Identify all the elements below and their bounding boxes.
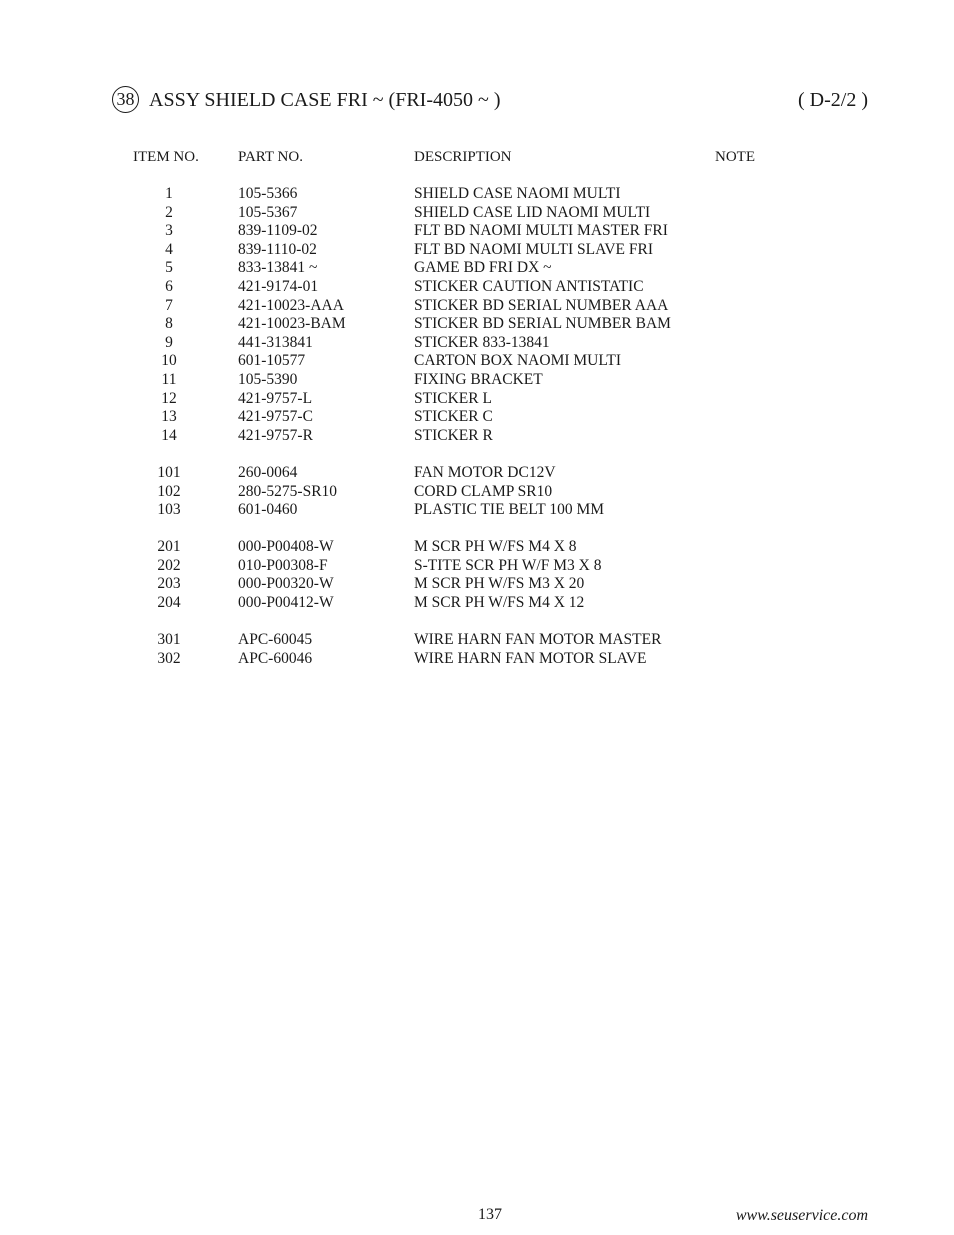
description-cell: PLASTIC TIE BELT 100 MM bbox=[414, 501, 605, 519]
description-cell: GAME BD FRI DX ~ bbox=[414, 259, 552, 277]
item-no-cell: 11 bbox=[161, 370, 177, 388]
part-no-cell: 421-9757-R bbox=[238, 426, 313, 444]
description-cell: STICKER C bbox=[414, 408, 493, 426]
item-no-cell: 9 bbox=[165, 333, 173, 351]
description-cell: CORD CLAMP SR10 bbox=[414, 482, 553, 500]
item-no-cell: 203 bbox=[157, 575, 181, 593]
item-no-cell: 1 bbox=[165, 185, 173, 202]
page-code: ( D-2/2 ) bbox=[798, 89, 868, 111]
table-row bbox=[0, 222, 954, 241]
item-no-cell: 7 bbox=[165, 296, 173, 314]
item-no-cell: 10 bbox=[161, 352, 177, 370]
item-no-cell: 202 bbox=[157, 556, 181, 574]
description-cell: FAN MOTOR DC12V bbox=[414, 463, 556, 481]
description-cell: M SCR PH W/FS M4 X 12 bbox=[414, 594, 585, 612]
page-number: 137 bbox=[478, 1206, 502, 1223]
item-no-cell: 8 bbox=[165, 315, 173, 333]
table-row bbox=[0, 464, 954, 483]
table-row bbox=[0, 427, 954, 446]
column-header-item-no: ITEM NO. bbox=[133, 149, 199, 165]
part-no-cell: 280-5275-SR10 bbox=[238, 482, 338, 500]
description-cell: STICKER R bbox=[414, 426, 493, 444]
part-no-cell: 601-10577 bbox=[238, 352, 306, 370]
item-no-cell: 12 bbox=[161, 389, 177, 407]
part-no-cell: 010-P00308-F bbox=[238, 556, 328, 574]
part-no-cell: 105-5366 bbox=[238, 185, 298, 202]
item-no-cell: 302 bbox=[157, 649, 181, 667]
table-row bbox=[0, 241, 954, 260]
table-row bbox=[0, 259, 954, 278]
description-cell: SHIELD CASE NAOMI MULTI bbox=[414, 185, 621, 202]
table-row bbox=[0, 538, 954, 557]
table-row bbox=[0, 575, 954, 594]
table-row bbox=[0, 594, 954, 613]
table-row bbox=[0, 501, 954, 520]
website-url: www.seuservice.com bbox=[735, 1207, 868, 1224]
description-cell: M SCR PH W/FS M4 X 8 bbox=[414, 538, 577, 556]
table-row bbox=[0, 650, 954, 669]
part-no-cell: 833-13841 ~ bbox=[238, 259, 318, 277]
column-header-note: NOTE bbox=[715, 149, 755, 165]
part-no-cell: APC-60045 bbox=[238, 631, 313, 649]
part-no-cell: 421-10023-BAM bbox=[238, 315, 346, 333]
group-spacer bbox=[0, 520, 954, 539]
item-no-cell: 5 bbox=[165, 259, 173, 277]
description-cell: FIXING BRACKET bbox=[414, 370, 543, 388]
table-row bbox=[0, 278, 954, 297]
section-header bbox=[112, 85, 868, 117]
part-no-cell: APC-60046 bbox=[238, 649, 313, 667]
part-no-cell: 260-0064 bbox=[238, 463, 298, 481]
item-no-cell: 6 bbox=[165, 277, 173, 295]
table-row bbox=[0, 408, 954, 427]
item-no-cell: 103 bbox=[157, 501, 181, 519]
description-cell: M SCR PH W/FS M3 X 20 bbox=[414, 575, 585, 593]
description-cell: STICKER CAUTION ANTISTATIC bbox=[414, 277, 644, 295]
description-cell: S-TITE SCR PH W/F M3 X 8 bbox=[414, 556, 602, 574]
item-no-cell: 204 bbox=[157, 594, 181, 612]
part-no-cell: 839-1109-02 bbox=[238, 222, 318, 240]
item-no-cell: 201 bbox=[157, 538, 181, 556]
item-no-cell: 2 bbox=[165, 203, 173, 221]
assembly-number-badge: 38 bbox=[112, 86, 139, 113]
column-header-part-no: PART NO. bbox=[238, 149, 303, 165]
table-row bbox=[0, 334, 954, 353]
part-no-cell: 421-9757-C bbox=[238, 408, 313, 426]
description-cell: FLT BD NAOMI MULTI SLAVE FRI bbox=[414, 240, 654, 258]
parts-list bbox=[0, 185, 954, 668]
column-header-description: DESCRIPTION bbox=[414, 149, 512, 165]
part-no-cell: 421-9757-L bbox=[238, 389, 313, 407]
description-cell: STICKER L bbox=[414, 389, 492, 407]
part-no-cell: 441-313841 bbox=[238, 333, 313, 351]
part-no-cell: 839-1110-02 bbox=[238, 240, 317, 258]
table-row bbox=[0, 390, 954, 409]
item-no-cell: 102 bbox=[157, 482, 181, 500]
description-cell: WIRE HARN FAN MOTOR SLAVE bbox=[414, 649, 647, 667]
part-no-cell: 421-10023-AAA bbox=[238, 296, 344, 314]
item-no-cell: 101 bbox=[157, 463, 181, 481]
item-no-cell: 13 bbox=[161, 408, 177, 426]
item-no-cell: 4 bbox=[165, 240, 173, 258]
part-no-cell: 601-0460 bbox=[238, 501, 298, 519]
part-no-cell: 105-5390 bbox=[238, 370, 298, 388]
description-cell: CARTON BOX NAOMI MULTI bbox=[414, 352, 622, 370]
table-row bbox=[0, 371, 954, 390]
group-spacer bbox=[0, 613, 954, 632]
part-no-cell: 000-P00320-W bbox=[238, 575, 334, 593]
table-row bbox=[0, 204, 954, 223]
table-row bbox=[0, 297, 954, 316]
table-row bbox=[0, 483, 954, 502]
description-cell: STICKER 833-13841 bbox=[414, 333, 550, 351]
table-row bbox=[0, 557, 954, 576]
description-cell: STICKER BD SERIAL NUMBER BAM bbox=[414, 315, 671, 333]
description-cell: STICKER BD SERIAL NUMBER AAA bbox=[414, 296, 669, 314]
part-no-cell: 000-P00412-W bbox=[238, 594, 334, 612]
description-cell: SHIELD CASE LID NAOMI MULTI bbox=[414, 203, 651, 221]
table-row bbox=[0, 315, 954, 334]
item-no-cell: 3 bbox=[165, 222, 173, 240]
part-no-cell: 421-9174-01 bbox=[238, 277, 319, 295]
table-row bbox=[0, 185, 954, 204]
assembly-title: ASSY SHIELD CASE FRI ~ (FRI-4050 ~ ) bbox=[149, 89, 501, 111]
part-no-cell: 105-5367 bbox=[238, 203, 298, 221]
table-row bbox=[0, 352, 954, 371]
description-cell: FLT BD NAOMI MULTI MASTER FRI bbox=[414, 222, 668, 240]
description-cell: WIRE HARN FAN MOTOR MASTER bbox=[414, 631, 662, 649]
part-no-cell: 000-P00408-W bbox=[238, 538, 334, 556]
group-spacer bbox=[0, 445, 954, 464]
table-row bbox=[0, 631, 954, 650]
item-no-cell: 301 bbox=[157, 631, 181, 649]
item-no-cell: 14 bbox=[161, 426, 177, 444]
